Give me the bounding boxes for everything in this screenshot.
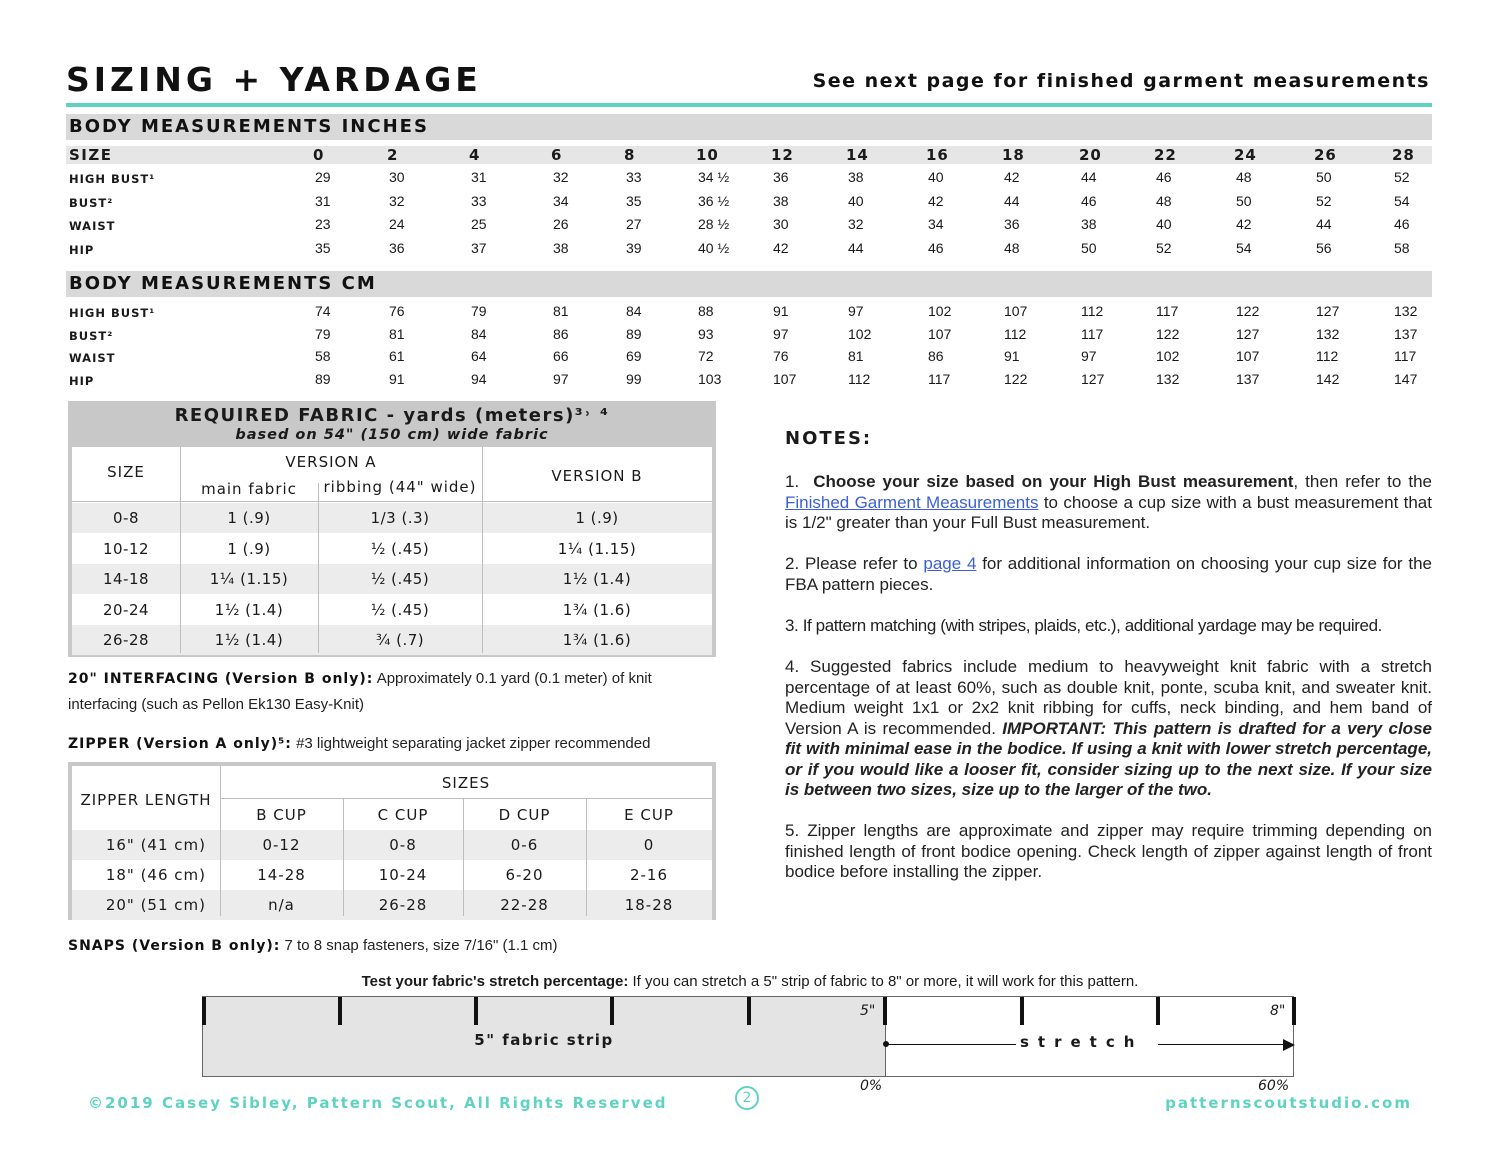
measurement-row bbox=[66, 348, 1432, 368]
zipper-cell: 10-24 bbox=[378, 866, 428, 884]
size-header: 26 bbox=[1314, 146, 1337, 164]
measurement-value: 24 bbox=[389, 216, 405, 232]
fabric-cell: 10-12 bbox=[102, 539, 150, 558]
cup-header-row bbox=[72, 800, 712, 828]
measurement-value: 107 bbox=[773, 370, 797, 387]
measurement-value: 52 bbox=[1394, 169, 1410, 185]
measurement-value: 117 bbox=[1394, 348, 1417, 364]
measurement-value: 42 bbox=[773, 239, 789, 256]
measurement-value: 97 bbox=[848, 303, 864, 319]
size-header: 10 bbox=[696, 146, 719, 164]
measurement-value: 107 bbox=[1236, 348, 1260, 364]
measurement-value: 72 bbox=[698, 348, 714, 364]
fabric-size-header: SIZE bbox=[107, 463, 145, 481]
measurement-value: 89 bbox=[315, 370, 331, 387]
measurement-value: 58 bbox=[315, 348, 331, 364]
notes-heading: NOTES: bbox=[785, 428, 873, 449]
measurement-value: 102 bbox=[848, 325, 872, 342]
measurement-value: 32 bbox=[553, 169, 569, 185]
measurement-value: 132 bbox=[1156, 370, 1180, 387]
size-header: 4 bbox=[469, 146, 481, 164]
zipper-cell: 0 bbox=[643, 836, 655, 854]
note-1-text-a: , then refer to the bbox=[1293, 472, 1433, 491]
fabric-row bbox=[72, 564, 712, 594]
measurement-value: 31 bbox=[315, 192, 331, 209]
measurement-value: 50 bbox=[1081, 239, 1097, 256]
measurement-value: 117 bbox=[1156, 303, 1179, 319]
measurement-value: 54 bbox=[1394, 192, 1410, 209]
website: patternscoutstudio.com bbox=[1165, 1094, 1412, 1112]
fabric-cell: 1¼ (1.15) bbox=[209, 570, 289, 588]
note-1-text-b: to choose a cup size with a bust measurement that is 1/2" greater than your Full Bust measurement. bbox=[785, 492, 1432, 532]
measurement-value: 132 bbox=[1394, 303, 1418, 319]
tick-mark bbox=[883, 997, 887, 1025]
measurement-value: 88 bbox=[698, 303, 714, 319]
stretch-test-caption bbox=[0, 973, 1500, 990]
measurement-value: 112 bbox=[1004, 325, 1027, 342]
measurement-value: 112 bbox=[848, 370, 871, 387]
measurement-value: 66 bbox=[553, 348, 569, 364]
size-header: 28 bbox=[1392, 146, 1415, 164]
size-header: 6 bbox=[551, 146, 563, 164]
header-note: See next page for finished garment measurements bbox=[812, 70, 1430, 92]
interfacing-label: 20" INTERFACING (Version B only): bbox=[68, 671, 374, 687]
fabric-cell: 1½ (1.4) bbox=[562, 570, 632, 588]
note-2-text-a: 2. Please refer to bbox=[785, 554, 924, 573]
cup-header: E CUP bbox=[624, 806, 674, 824]
fabric-cell: 1/3 (.3) bbox=[370, 509, 430, 527]
strip-label: 5" fabric strip bbox=[474, 1031, 614, 1049]
tick-mark bbox=[747, 997, 751, 1025]
measurement-value: 38 bbox=[848, 169, 864, 185]
size-label: SIZE bbox=[69, 146, 113, 164]
arrow-right-icon bbox=[1283, 1039, 1295, 1051]
zipper-cell: 18" (46 cm) bbox=[105, 866, 206, 884]
measurement-value: 61 bbox=[389, 348, 405, 364]
tick-mark bbox=[202, 997, 206, 1025]
measurement-value: 127 bbox=[1316, 303, 1340, 319]
zipper-cell: 18-28 bbox=[624, 896, 674, 914]
zipper-cell: n/a bbox=[268, 896, 295, 914]
measurement-value: 89 bbox=[626, 325, 642, 342]
version-a-header: VERSION A bbox=[285, 453, 377, 471]
measurement-label: HIP bbox=[69, 242, 95, 257]
measurement-value: 42 bbox=[1236, 216, 1252, 232]
measurement-value: 99 bbox=[626, 370, 642, 387]
page-4-link[interactable]: page 4 bbox=[923, 554, 977, 573]
measurement-value: 33 bbox=[626, 169, 642, 185]
measurement-row bbox=[66, 193, 1432, 213]
measurement-value: 34 bbox=[553, 192, 569, 209]
measurement-value: 97 bbox=[773, 325, 789, 342]
measurement-value: 76 bbox=[389, 303, 405, 319]
measurement-value: 103 bbox=[698, 370, 722, 387]
tick-mark bbox=[474, 997, 478, 1025]
measurement-value: 44 bbox=[1081, 169, 1097, 185]
size-header: 2 bbox=[387, 146, 399, 164]
fabric-cell: 1¼ (1.15) bbox=[557, 539, 637, 558]
measurement-value: 112 bbox=[1316, 348, 1339, 364]
zipper-cell: 0-6 bbox=[510, 836, 539, 854]
size-row bbox=[66, 146, 1432, 166]
measurement-row bbox=[66, 216, 1432, 236]
measurement-value: 32 bbox=[389, 192, 405, 209]
version-b-header: VERSION B bbox=[551, 467, 643, 485]
measurement-row bbox=[66, 303, 1432, 323]
inches-heading: BODY MEASUREMENTS INCHES bbox=[66, 114, 1432, 140]
measurement-value: 31 bbox=[471, 169, 487, 185]
measurement-value: 58 bbox=[1394, 239, 1410, 256]
size-header: 12 bbox=[771, 146, 794, 164]
fabric-title: REQUIRED FABRIC - yards (meters)³˒ ⁴ bbox=[174, 405, 610, 426]
measurement-value: 97 bbox=[1081, 348, 1097, 364]
measurement-value: 74 bbox=[315, 303, 331, 319]
measurement-value: 107 bbox=[928, 325, 952, 342]
measurement-value: 23 bbox=[315, 216, 331, 232]
tick-mark bbox=[1020, 997, 1024, 1025]
measurement-row bbox=[66, 326, 1432, 346]
measurement-value: 122 bbox=[1236, 303, 1260, 319]
fabric-cell: 14-18 bbox=[102, 570, 150, 588]
measurement-value: 122 bbox=[1004, 370, 1028, 387]
measurement-value: 147 bbox=[1394, 370, 1418, 387]
measurement-label: HIGH BUST¹ bbox=[69, 306, 156, 320]
fabric-cell: 1 (.9) bbox=[227, 509, 271, 527]
size-header: 18 bbox=[1002, 146, 1025, 164]
measurement-value: 54 bbox=[1236, 239, 1252, 256]
measurement-value: 36 bbox=[389, 239, 405, 256]
measurement-value: 48 bbox=[1156, 192, 1172, 209]
measurement-value: 79 bbox=[315, 325, 331, 342]
fabric-row bbox=[72, 625, 712, 655]
fabric-cell: ½ (.45) bbox=[370, 600, 430, 619]
fabric-cell: 20-24 bbox=[102, 600, 150, 619]
size-header: 22 bbox=[1154, 146, 1177, 164]
measurement-value: 35 bbox=[626, 192, 642, 209]
note-4 bbox=[785, 657, 1432, 801]
measurement-value: 86 bbox=[553, 325, 569, 342]
measurement-value: 42 bbox=[1004, 169, 1020, 185]
measurement-value: 50 bbox=[1236, 192, 1252, 209]
measurement-value: 40 bbox=[928, 169, 944, 185]
measurement-value: 56 bbox=[1316, 239, 1332, 256]
fabric-table bbox=[68, 401, 716, 657]
stretch-test-text: If you can stretch a 5" strip of fabric to 8" or more, it will work for this pattern. bbox=[628, 973, 1139, 990]
measurement-value: 102 bbox=[1156, 348, 1180, 364]
measurement-value: 93 bbox=[698, 325, 714, 342]
zipper-cell: 0-8 bbox=[389, 836, 417, 854]
measurement-value: 127 bbox=[1081, 370, 1105, 387]
fabric-cell: 0-8 bbox=[113, 509, 139, 527]
note-1 bbox=[785, 472, 1432, 534]
measurement-value: 64 bbox=[471, 348, 487, 364]
measurement-value: 81 bbox=[389, 325, 405, 342]
snaps-text: 7 to 8 snap fasteners, size 7/16" (1.1 cm) bbox=[284, 937, 558, 954]
zipper-cell: 22-28 bbox=[500, 896, 549, 914]
size-header: 8 bbox=[624, 146, 636, 164]
fabric-subtitle: based on 54" (150 cm) wide fabric bbox=[235, 427, 549, 443]
measurement-value: 46 bbox=[928, 239, 944, 256]
zipper-text: #3 lightweight separating jacket zipper recommended bbox=[296, 735, 651, 752]
tick-mark bbox=[1156, 997, 1160, 1025]
measurement-value: 137 bbox=[1236, 370, 1260, 387]
measurement-value: 52 bbox=[1316, 192, 1332, 209]
measurement-value: 30 bbox=[389, 169, 405, 185]
measurement-value: 84 bbox=[626, 303, 642, 319]
interfacing-text: Approximately 0.1 yard (0.1 meter) of knit interfacing (such as Pellon Ek130 Easy-Knit) bbox=[68, 670, 652, 713]
measurement-value: 97 bbox=[553, 370, 569, 387]
note-4-important: IMPORTANT: This pattern is drafted for a very close fit with minimal ease in the bodice. If using a knit with lower stretch percentage, or if you would like a looser fit, consider sizing up to the next size. If your size is between two sizes, size up to the larger of the two. bbox=[785, 718, 1432, 799]
fabric-cell: 1 (.9) bbox=[575, 509, 619, 527]
measurement-value: 48 bbox=[1004, 239, 1020, 256]
fabric-cell: 1¾ (1.6) bbox=[562, 600, 632, 619]
note-1-bold: Choose your size based on your High Bust measurement bbox=[813, 472, 1294, 491]
mark-8-label: 8" bbox=[1270, 1003, 1286, 1019]
measurement-value: 27 bbox=[626, 216, 642, 232]
measurement-value: 102 bbox=[928, 303, 952, 319]
ribbing-header: ribbing (44" wide) bbox=[323, 478, 477, 496]
measurement-label: HIGH BUST¹ bbox=[69, 172, 156, 186]
fabric-row bbox=[72, 534, 712, 564]
zipper-cell: 14-28 bbox=[257, 866, 306, 884]
measurement-value: 40 ½ bbox=[698, 239, 730, 256]
measurement-value: 52 bbox=[1156, 239, 1172, 256]
measurement-row bbox=[66, 169, 1432, 189]
measurement-value: 33 bbox=[471, 192, 487, 209]
measurement-value: 34 ½ bbox=[698, 169, 730, 185]
measurement-value: 29 bbox=[315, 169, 331, 185]
measurement-value: 46 bbox=[1394, 216, 1410, 232]
cm-heading: BODY MEASUREMENTS CM bbox=[66, 271, 1432, 297]
measurement-value: 34 bbox=[928, 216, 944, 232]
measurement-value: 37 bbox=[471, 239, 487, 256]
measurement-label: BUST² bbox=[69, 328, 114, 343]
measurement-value: 25 bbox=[471, 216, 487, 232]
zipper-cell: 6-20 bbox=[505, 866, 544, 884]
fabric-row bbox=[72, 595, 712, 625]
zipper-label: ZIPPER (Version A only)⁵: bbox=[68, 736, 292, 752]
measurement-value: 132 bbox=[1316, 325, 1340, 342]
zipper-row bbox=[72, 860, 712, 890]
sizes-header: SIZES bbox=[441, 774, 491, 792]
fabric-cell: ½ (.45) bbox=[370, 539, 430, 558]
measurement-value: 40 bbox=[848, 192, 864, 209]
stretch-word: stretch bbox=[1020, 1033, 1144, 1051]
arrow-line-right bbox=[1158, 1044, 1286, 1045]
snaps-label: SNAPS (Version B only): bbox=[68, 938, 281, 954]
zipper-row bbox=[72, 830, 712, 860]
measurement-value: 122 bbox=[1156, 325, 1180, 342]
note-1-number: 1. bbox=[785, 472, 800, 491]
fabric-cell: ¾ (.7) bbox=[375, 631, 425, 649]
measurement-value: 81 bbox=[848, 348, 864, 364]
measurement-label: WAIST bbox=[69, 219, 116, 233]
zipper-note bbox=[68, 731, 708, 757]
measurement-value: 86 bbox=[928, 348, 944, 364]
measurement-row bbox=[66, 371, 1432, 391]
measurement-value: 79 bbox=[471, 303, 487, 319]
main-fabric-header: main fabric bbox=[201, 480, 297, 498]
measurement-value: 32 bbox=[848, 216, 864, 232]
measurement-value: 36 ½ bbox=[698, 192, 730, 209]
measurement-value: 26 bbox=[553, 216, 569, 232]
measurement-value: 44 bbox=[1004, 192, 1020, 209]
zipper-cell: 26-28 bbox=[378, 896, 428, 914]
measurement-value: 44 bbox=[1316, 216, 1332, 232]
measurement-value: 38 bbox=[773, 192, 789, 209]
zipper-cell: 16" (41 cm) bbox=[105, 836, 206, 854]
note-5: 5. Zipper lengths are approximate and zipper may require trimming depending on finished length of front bodice opening. Check length of zipper against length of front bodice before installing the zipper. bbox=[785, 821, 1432, 881]
measurement-value: 117 bbox=[928, 370, 951, 387]
page-number: 2 bbox=[735, 1086, 759, 1110]
zipper-cell: 20" (51 cm) bbox=[105, 896, 206, 914]
finished-garment-link[interactable]: Finished Garment Measurements bbox=[785, 492, 1039, 512]
measurement-value: 76 bbox=[773, 348, 789, 364]
measurement-value: 81 bbox=[553, 303, 569, 319]
note-2 bbox=[785, 554, 1432, 595]
measurement-label: BUST² bbox=[69, 195, 114, 210]
tick-mark bbox=[338, 997, 342, 1025]
note-2-text-b: for additional information on choosing your cup size for the FBA pattern pieces. bbox=[785, 554, 1432, 594]
zipper-row bbox=[72, 890, 712, 920]
measurement-value: 42 bbox=[928, 192, 944, 209]
snaps-note bbox=[68, 933, 708, 959]
cup-header: D CUP bbox=[498, 806, 551, 824]
measurement-value: 30 bbox=[773, 216, 789, 232]
note-3: 3. If pattern matching (with stripes, plaids, etc.), additional yardage may be required. bbox=[785, 616, 1382, 635]
measurement-value: 91 bbox=[1004, 348, 1020, 364]
measurement-label: WAIST bbox=[69, 351, 116, 365]
fabric-cell: 1 (.9) bbox=[227, 539, 271, 558]
fabric-cell: 1¾ (1.6) bbox=[562, 631, 632, 649]
measurement-value: 117 bbox=[1081, 325, 1104, 342]
size-header: 24 bbox=[1234, 146, 1257, 164]
zipper-cell: 2-16 bbox=[629, 866, 669, 884]
size-header: 20 bbox=[1079, 146, 1102, 164]
accent-rule bbox=[66, 103, 1432, 107]
fabric-cell: 1½ (1.4) bbox=[214, 631, 284, 649]
measurement-value: 35 bbox=[315, 239, 331, 256]
measurement-value: 48 bbox=[1236, 169, 1252, 185]
measurement-value: 46 bbox=[1156, 169, 1172, 185]
measurement-value: 91 bbox=[389, 370, 405, 387]
pct-0-label: 0% bbox=[860, 1078, 883, 1094]
zipper-cell: 0-12 bbox=[262, 836, 301, 854]
measurement-value: 50 bbox=[1316, 169, 1332, 185]
measurement-value: 91 bbox=[773, 303, 789, 319]
fabric-row bbox=[72, 503, 712, 533]
measurement-value: 127 bbox=[1236, 325, 1260, 342]
measurement-value: 28 ½ bbox=[698, 216, 730, 232]
measurement-value: 38 bbox=[1081, 216, 1097, 232]
measurement-value: 44 bbox=[848, 239, 864, 256]
tick-mark bbox=[610, 997, 614, 1025]
measurement-value: 36 bbox=[1004, 216, 1020, 232]
pct-60-label: 60% bbox=[1258, 1078, 1290, 1094]
fabric-cell: ½ (.45) bbox=[370, 570, 430, 588]
measurement-label: HIP bbox=[69, 373, 95, 388]
measurement-value: 38 bbox=[553, 239, 569, 256]
zipper-length-header: ZIPPER LENGTH bbox=[80, 791, 212, 809]
measurement-value: 84 bbox=[471, 325, 487, 342]
fabric-cell: 26-28 bbox=[102, 631, 150, 649]
size-header: 14 bbox=[846, 146, 869, 164]
mark-5-label: 5" bbox=[860, 1003, 876, 1019]
measurement-value: 36 bbox=[773, 169, 789, 185]
zipper-table bbox=[68, 762, 716, 920]
size-header: 0 bbox=[313, 146, 325, 164]
page-title: SIZING + YARDAGE bbox=[66, 60, 482, 99]
measurement-value: 69 bbox=[626, 348, 642, 364]
measurement-row bbox=[66, 240, 1432, 260]
size-header: 16 bbox=[926, 146, 949, 164]
arrow-line-left bbox=[886, 1044, 1016, 1045]
fabric-cell: 1½ (1.4) bbox=[214, 600, 284, 619]
measurement-value: 46 bbox=[1081, 192, 1097, 209]
measurement-value: 40 bbox=[1156, 216, 1172, 232]
copyright: ©2019 Casey Sibley, Pattern Scout, All Rights Reserved bbox=[88, 1094, 668, 1112]
measurement-value: 107 bbox=[1004, 303, 1028, 319]
stretch-test-label: Test your fabric's stretch percentage: bbox=[361, 973, 629, 990]
measurement-value: 142 bbox=[1316, 370, 1340, 387]
tick-mark bbox=[1292, 997, 1296, 1025]
cup-header: C CUP bbox=[377, 806, 429, 824]
note-4-text: 4. Suggested fabrics include medium to heavyweight knit fabric with a stretch percentage of at least 60%, such as double knit, ponte, scuba knit, and sweater knit. Medium weight 1x1 or 2x2 knit ribbing for cuffs, neck binding, and hem band of Version A is recommended. bbox=[785, 657, 1432, 738]
interfacing-note bbox=[68, 666, 708, 718]
measurement-value: 94 bbox=[471, 370, 487, 387]
measurement-value: 112 bbox=[1081, 303, 1104, 319]
measurement-value: 137 bbox=[1394, 325, 1418, 342]
cup-header: B CUP bbox=[256, 806, 307, 824]
measurement-value: 39 bbox=[626, 239, 642, 256]
